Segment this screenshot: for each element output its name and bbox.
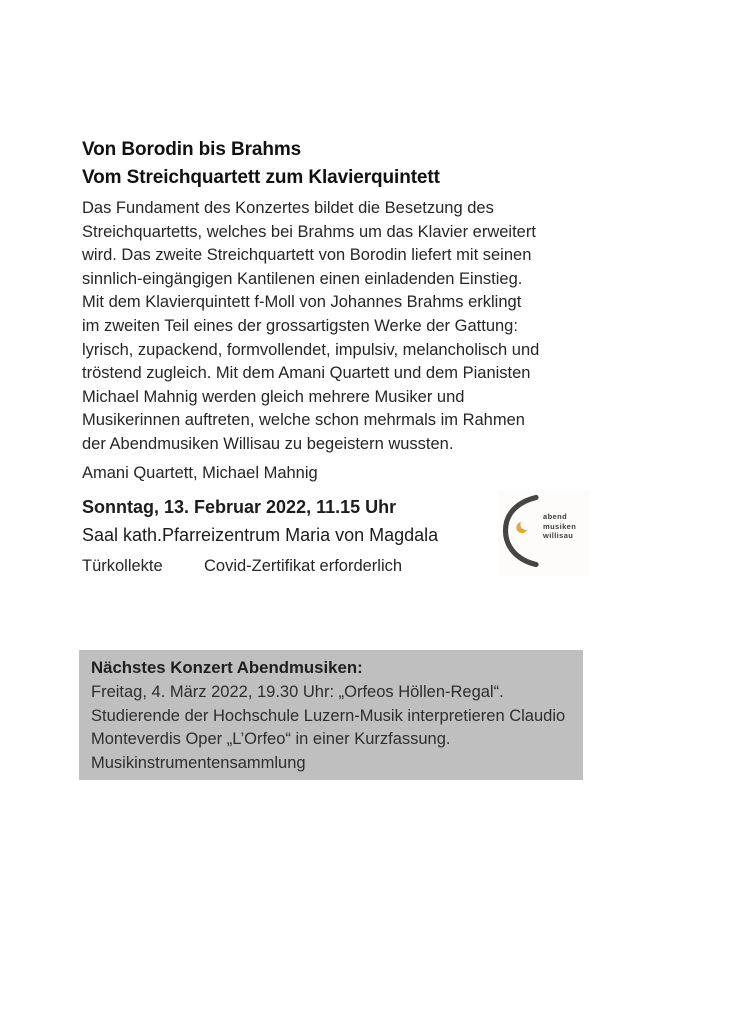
text-line: tröstend zugleich. Mit dem Amani Quartett und dem Pianisten bbox=[82, 364, 531, 383]
text-line: Musikerinnen auftreten, welche schon mehrmals im Rahmen bbox=[82, 411, 525, 430]
admission-label: Türkollekte bbox=[82, 557, 163, 575]
event-venue: Saal kath.Pfarreizentrum Maria von Magdala bbox=[82, 524, 439, 545]
next-concert-box bbox=[79, 650, 583, 780]
text-line: der Abendmusiken Willisau zu begeistern wussten. bbox=[82, 434, 454, 453]
text-line: Michael Mahnig werden gleich mehrere Musiker und bbox=[82, 387, 465, 406]
event-details bbox=[82, 494, 438, 549]
text-line: Monteverdis Oper „L’Orfeo“ in einer Kurzfassung. bbox=[91, 730, 451, 749]
text-line: sinnlich-eingängigen Kantilenen einen einladenden Einstieg. bbox=[82, 269, 523, 288]
text-line: Musikinstrumentensammlung bbox=[91, 753, 306, 772]
text-line: Das Fundament des Konzertes bildet die Besetzung des bbox=[82, 199, 494, 217]
text-line: Freitag, 4. März 2022, 19.30 Uhr: „Orfeos Höllen-Regal“. bbox=[91, 683, 504, 701]
text-line: wird. Das zweite Streichquartett von Borodin liefert mit seinen bbox=[82, 246, 532, 265]
title-line-2: Vom Streichquartett zum Klavierquintett bbox=[82, 167, 440, 188]
title-line-1: Von Borodin bis Brahms bbox=[82, 139, 302, 160]
logo-crescent-cut bbox=[520, 519, 530, 529]
admission-row bbox=[82, 555, 403, 578]
performers-line: Amani Quartett, Michael Mahnig bbox=[82, 464, 318, 482]
event-datetime: Sonntag, 13. Februar 2022, 11.15 Uhr bbox=[82, 497, 397, 517]
text-line: Streichquartetts, welches bei Brahms um das Klavier erweitert bbox=[82, 222, 536, 241]
logo-word-3: willisau bbox=[543, 531, 574, 540]
text-line: Studierende der Hochschule Luzern-Musik interpretieren Claudio bbox=[91, 706, 566, 725]
logo-word-2: musiken bbox=[543, 521, 577, 531]
logo-word-1: abend bbox=[543, 512, 568, 521]
next-concert-heading: Nächstes Konzert Abendmusiken: bbox=[91, 658, 363, 677]
covid-requirement-note: Covid-Zertifikat erforderlich bbox=[204, 557, 403, 575]
text-line: im zweiten Teil eines der grossartigsten Werke der Gattung: bbox=[82, 316, 518, 335]
logo-wordmark bbox=[543, 512, 576, 541]
text-line: Mit dem Klavierquintett f-Moll von Johannes Brahms erklingt bbox=[82, 293, 522, 312]
body-paragraph bbox=[82, 197, 539, 457]
document-title bbox=[82, 136, 440, 192]
abendmusiken-willisau-logo bbox=[498, 490, 590, 576]
next-concert-body bbox=[91, 681, 572, 775]
text-line: lyrisch, zupackend, formvollendet, impulsiv, melancholisch und bbox=[82, 340, 540, 359]
